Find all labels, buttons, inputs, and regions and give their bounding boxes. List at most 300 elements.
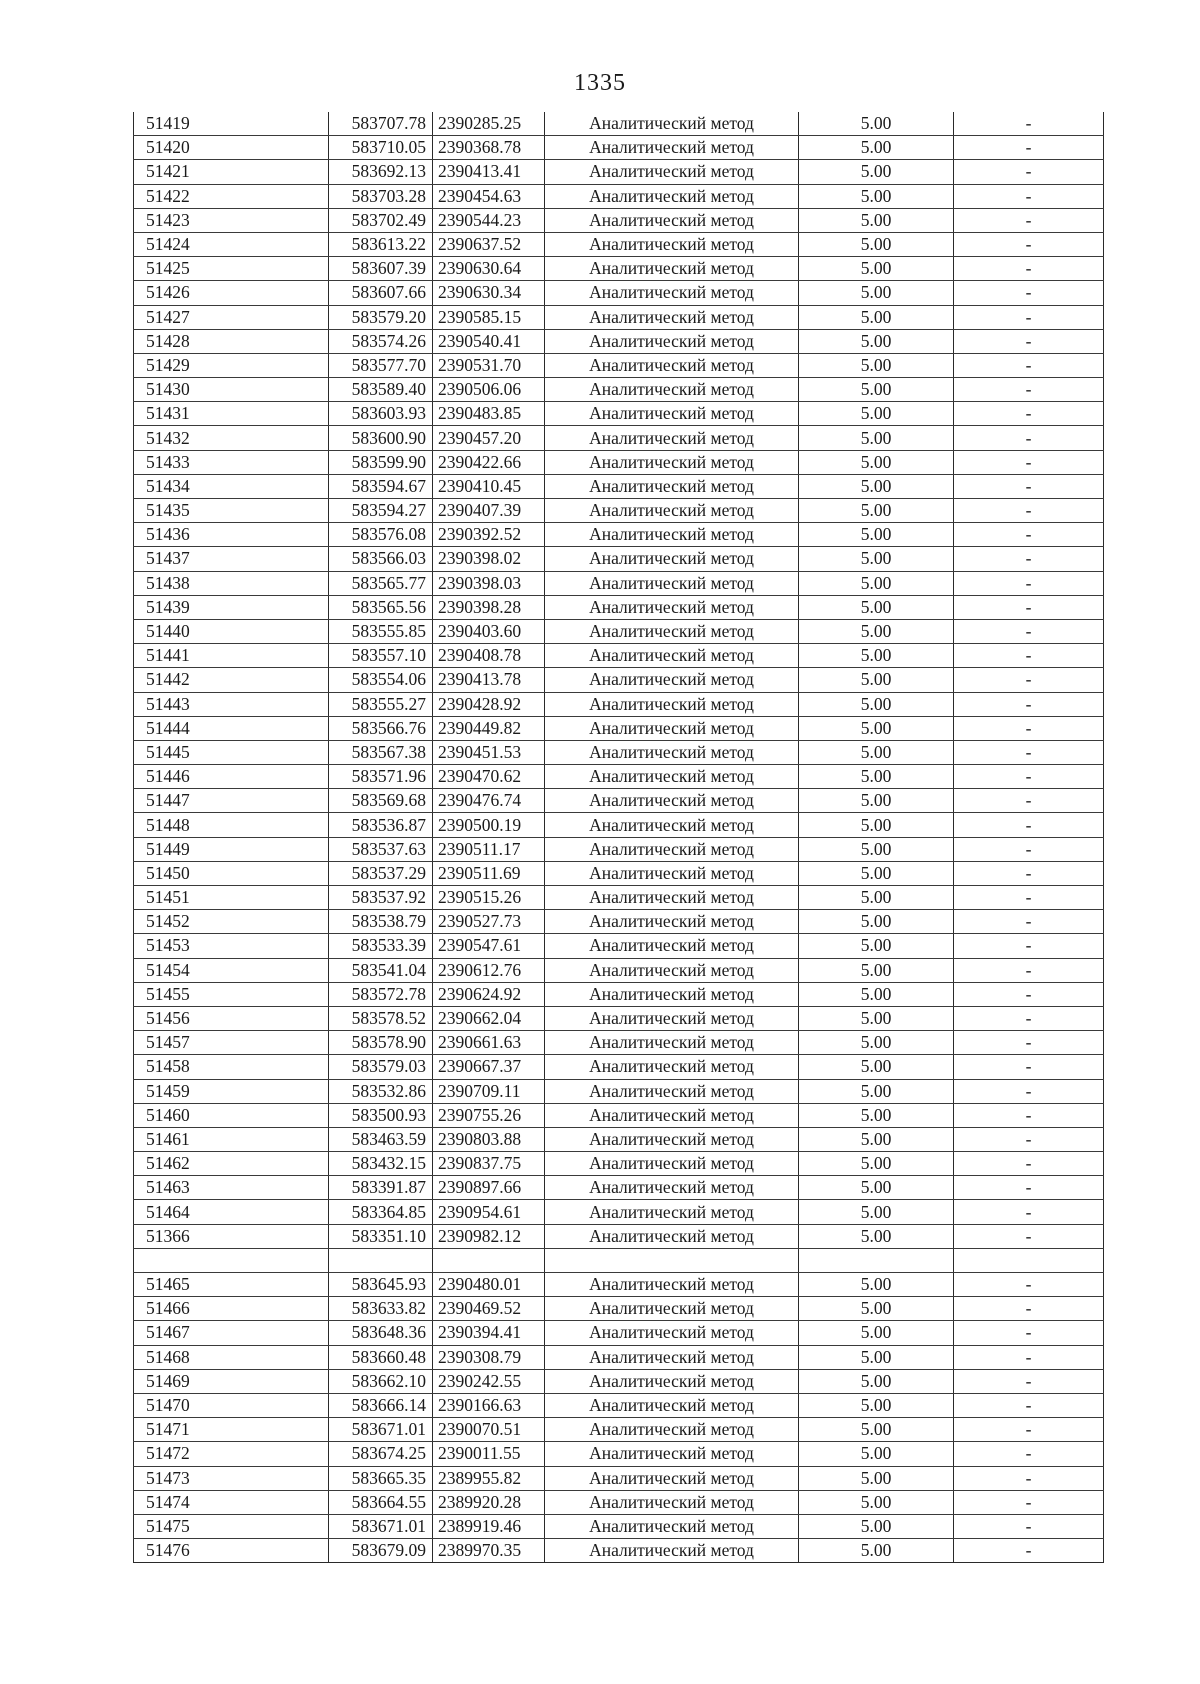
x-coordinate-cell: 583579.20 xyxy=(329,305,433,329)
y-coordinate-cell: 2390755.26 xyxy=(433,1103,545,1127)
note-cell: - xyxy=(954,160,1104,184)
note-cell: - xyxy=(954,1006,1104,1030)
method-cell: Аналитический метод xyxy=(545,595,799,619)
table-row xyxy=(134,232,1104,256)
accuracy-value-cell: 5.00 xyxy=(799,1152,954,1176)
method-cell: Аналитический метод xyxy=(545,1466,799,1490)
y-coordinate-cell: 2390897.66 xyxy=(433,1176,545,1200)
y-coordinate-cell: 2390394.41 xyxy=(433,1321,545,1345)
note-cell: - xyxy=(954,765,1104,789)
table-row xyxy=(134,474,1104,498)
x-coordinate-cell: 583532.86 xyxy=(329,1079,433,1103)
x-coordinate-cell: 583463.59 xyxy=(329,1127,433,1151)
note-cell: - xyxy=(954,305,1104,329)
method-cell: Аналитический метод xyxy=(545,1539,799,1563)
note-cell: - xyxy=(954,1393,1104,1417)
x-coordinate-cell: 583599.90 xyxy=(329,450,433,474)
x-coordinate-cell: 583594.67 xyxy=(329,474,433,498)
method-cell: Аналитический метод xyxy=(545,982,799,1006)
accuracy-value-cell: 5.00 xyxy=(799,1514,954,1538)
table-row xyxy=(134,305,1104,329)
x-coordinate-cell: 583707.78 xyxy=(329,112,433,136)
point-id-cell: 51450 xyxy=(134,861,329,885)
point-id-cell: 51437 xyxy=(134,547,329,571)
accuracy-value-cell: 5.00 xyxy=(799,1273,954,1297)
table-row xyxy=(134,837,1104,861)
note-cell: - xyxy=(954,112,1104,136)
method-cell: Аналитический метод xyxy=(545,474,799,498)
table-row xyxy=(134,208,1104,232)
table-row xyxy=(134,402,1104,426)
point-id-cell: 51428 xyxy=(134,329,329,353)
point-id-cell: 51474 xyxy=(134,1490,329,1514)
y-coordinate-cell: 2390070.51 xyxy=(433,1418,545,1442)
accuracy-value-cell: 5.00 xyxy=(799,547,954,571)
x-coordinate-cell: 583648.36 xyxy=(329,1321,433,1345)
point-id-cell: 51444 xyxy=(134,716,329,740)
accuracy-value-cell: 5.00 xyxy=(799,426,954,450)
accuracy-value-cell: 5.00 xyxy=(799,1539,954,1563)
x-coordinate-cell: 583607.66 xyxy=(329,281,433,305)
accuracy-value-cell: 5.00 xyxy=(799,1127,954,1151)
table-row xyxy=(134,1031,1104,1055)
y-coordinate-cell: 2390480.01 xyxy=(433,1273,545,1297)
accuracy-value-cell: 5.00 xyxy=(799,353,954,377)
note-cell: - xyxy=(954,1514,1104,1538)
note-cell: - xyxy=(954,619,1104,643)
x-coordinate-cell: 583666.14 xyxy=(329,1393,433,1417)
method-cell: Аналитический метод xyxy=(545,378,799,402)
x-coordinate-cell: 583557.10 xyxy=(329,644,433,668)
point-id-cell: 51427 xyxy=(134,305,329,329)
method-cell: Аналитический метод xyxy=(545,1006,799,1030)
x-coordinate-cell: 583555.27 xyxy=(329,692,433,716)
y-coordinate-cell: 2390803.88 xyxy=(433,1127,545,1151)
note-cell: - xyxy=(954,982,1104,1006)
accuracy-value-cell: 5.00 xyxy=(799,740,954,764)
method-cell: Аналитический метод xyxy=(545,136,799,160)
point-id-cell: 51438 xyxy=(134,571,329,595)
y-coordinate-cell: 2390242.55 xyxy=(433,1369,545,1393)
accuracy-value-cell: 5.00 xyxy=(799,378,954,402)
y-coordinate-cell: 2390982.12 xyxy=(433,1224,545,1248)
note-cell: - xyxy=(954,450,1104,474)
point-id-cell: 51461 xyxy=(134,1127,329,1151)
point-id-cell: 51473 xyxy=(134,1466,329,1490)
point-id-cell: 51453 xyxy=(134,934,329,958)
x-coordinate-cell: 583671.01 xyxy=(329,1418,433,1442)
table-row xyxy=(134,1539,1104,1563)
method-cell: Аналитический метод xyxy=(545,765,799,789)
accuracy-value-cell: 5.00 xyxy=(799,1418,954,1442)
note-cell: - xyxy=(954,910,1104,934)
table-row xyxy=(134,1176,1104,1200)
y-coordinate-cell xyxy=(433,1248,545,1272)
point-id-cell: 51475 xyxy=(134,1514,329,1538)
y-coordinate-cell: 2390413.78 xyxy=(433,668,545,692)
note-cell: - xyxy=(954,232,1104,256)
point-id-cell: 51476 xyxy=(134,1539,329,1563)
method-cell: Аналитический метод xyxy=(545,740,799,764)
y-coordinate-cell: 2390398.02 xyxy=(433,547,545,571)
x-coordinate-cell: 583600.90 xyxy=(329,426,433,450)
y-coordinate-cell: 2390392.52 xyxy=(433,523,545,547)
method-cell: Аналитический метод xyxy=(545,184,799,208)
note-cell: - xyxy=(954,644,1104,668)
point-id-cell: 51425 xyxy=(134,257,329,281)
note-cell: - xyxy=(954,813,1104,837)
table-row xyxy=(134,523,1104,547)
point-id-cell: 51454 xyxy=(134,958,329,982)
note-cell: - xyxy=(954,1127,1104,1151)
note-cell: - xyxy=(954,716,1104,740)
accuracy-value-cell: 5.00 xyxy=(799,837,954,861)
y-coordinate-cell: 2390612.76 xyxy=(433,958,545,982)
method-cell: Аналитический метод xyxy=(545,813,799,837)
note-cell: - xyxy=(954,1273,1104,1297)
note-cell: - xyxy=(954,1418,1104,1442)
accuracy-value-cell: 5.00 xyxy=(799,716,954,740)
x-coordinate-cell: 583566.76 xyxy=(329,716,433,740)
table-row xyxy=(134,1297,1104,1321)
x-coordinate-cell: 583565.77 xyxy=(329,571,433,595)
x-coordinate-cell: 583537.92 xyxy=(329,886,433,910)
method-cell: Аналитический метод xyxy=(545,499,799,523)
method-cell: Аналитический метод xyxy=(545,232,799,256)
x-coordinate-cell: 583537.29 xyxy=(329,861,433,885)
y-coordinate-cell: 2390410.45 xyxy=(433,474,545,498)
point-id-cell: 51460 xyxy=(134,1103,329,1127)
point-id-cell: 51429 xyxy=(134,353,329,377)
accuracy-value-cell: 5.00 xyxy=(799,644,954,668)
point-id-cell: 51434 xyxy=(134,474,329,498)
table-row xyxy=(134,378,1104,402)
note-cell: - xyxy=(954,595,1104,619)
x-coordinate-cell: 583555.85 xyxy=(329,619,433,643)
note-cell: - xyxy=(954,740,1104,764)
point-id-cell: 51436 xyxy=(134,523,329,547)
coordinates-table-container xyxy=(133,112,1103,1563)
table-row xyxy=(134,1200,1104,1224)
accuracy-value-cell: 5.00 xyxy=(799,1079,954,1103)
accuracy-value-cell: 5.00 xyxy=(799,1297,954,1321)
x-coordinate-cell: 583645.93 xyxy=(329,1273,433,1297)
method-cell: Аналитический метод xyxy=(545,305,799,329)
method-cell: Аналитический метод xyxy=(545,547,799,571)
note-cell: - xyxy=(954,789,1104,813)
note-cell: - xyxy=(954,474,1104,498)
table-row xyxy=(134,644,1104,668)
table-row xyxy=(134,450,1104,474)
point-id-cell: 51452 xyxy=(134,910,329,934)
note-cell: - xyxy=(954,523,1104,547)
table-row xyxy=(134,353,1104,377)
point-id-cell: 51446 xyxy=(134,765,329,789)
method-cell: Аналитический метод xyxy=(545,1345,799,1369)
y-coordinate-cell: 2390544.23 xyxy=(433,208,545,232)
method-cell: Аналитический метод xyxy=(545,281,799,305)
accuracy-value-cell: 5.00 xyxy=(799,1103,954,1127)
point-id-cell: 51422 xyxy=(134,184,329,208)
y-coordinate-cell: 2390285.25 xyxy=(433,112,545,136)
x-coordinate-cell: 583577.70 xyxy=(329,353,433,377)
method-cell: Аналитический метод xyxy=(545,208,799,232)
method-cell xyxy=(545,1248,799,1272)
accuracy-value-cell: 5.00 xyxy=(799,668,954,692)
accuracy-value-cell: 5.00 xyxy=(799,1466,954,1490)
point-id-cell: 51430 xyxy=(134,378,329,402)
point-id-cell: 51432 xyxy=(134,426,329,450)
y-coordinate-cell: 2390506.06 xyxy=(433,378,545,402)
accuracy-value-cell: 5.00 xyxy=(799,160,954,184)
y-coordinate-cell: 2390469.52 xyxy=(433,1297,545,1321)
x-coordinate-cell: 583554.06 xyxy=(329,668,433,692)
table-row xyxy=(134,571,1104,595)
x-coordinate-cell: 583664.55 xyxy=(329,1490,433,1514)
x-coordinate-cell: 583679.09 xyxy=(329,1539,433,1563)
accuracy-value-cell xyxy=(799,1248,954,1272)
accuracy-value-cell: 5.00 xyxy=(799,765,954,789)
y-coordinate-cell: 2390624.92 xyxy=(433,982,545,1006)
note-cell: - xyxy=(954,1152,1104,1176)
note-cell: - xyxy=(954,571,1104,595)
accuracy-value-cell: 5.00 xyxy=(799,305,954,329)
method-cell: Аналитический метод xyxy=(545,353,799,377)
y-coordinate-cell: 2390515.26 xyxy=(433,886,545,910)
y-coordinate-cell: 2390454.63 xyxy=(433,184,545,208)
accuracy-value-cell: 5.00 xyxy=(799,1031,954,1055)
point-id-cell: 51439 xyxy=(134,595,329,619)
accuracy-value-cell: 5.00 xyxy=(799,1442,954,1466)
note-cell: - xyxy=(954,1031,1104,1055)
x-coordinate-cell: 583571.96 xyxy=(329,765,433,789)
x-coordinate-cell: 583674.25 xyxy=(329,1442,433,1466)
table-row xyxy=(134,1103,1104,1127)
note-cell: - xyxy=(954,499,1104,523)
y-coordinate-cell: 2389955.82 xyxy=(433,1466,545,1490)
x-coordinate-cell: 583710.05 xyxy=(329,136,433,160)
note-cell: - xyxy=(954,1442,1104,1466)
y-coordinate-cell: 2390585.15 xyxy=(433,305,545,329)
table-row xyxy=(134,426,1104,450)
table-row xyxy=(134,112,1104,136)
point-id-cell: 51455 xyxy=(134,982,329,1006)
table-row xyxy=(134,1514,1104,1538)
point-id-cell: 51443 xyxy=(134,692,329,716)
point-id-cell: 51465 xyxy=(134,1273,329,1297)
table-row xyxy=(134,716,1104,740)
table-row xyxy=(134,281,1104,305)
x-coordinate-cell: 583391.87 xyxy=(329,1176,433,1200)
y-coordinate-cell: 2390954.61 xyxy=(433,1200,545,1224)
x-coordinate-cell: 583662.10 xyxy=(329,1369,433,1393)
method-cell: Аналитический метод xyxy=(545,934,799,958)
table-body xyxy=(134,112,1104,1563)
accuracy-value-cell: 5.00 xyxy=(799,1200,954,1224)
point-id-cell: 51467 xyxy=(134,1321,329,1345)
x-coordinate-cell: 583703.28 xyxy=(329,184,433,208)
x-coordinate-cell: 583541.04 xyxy=(329,958,433,982)
method-cell: Аналитический метод xyxy=(545,1152,799,1176)
x-coordinate-cell: 583569.68 xyxy=(329,789,433,813)
y-coordinate-cell: 2390403.60 xyxy=(433,619,545,643)
accuracy-value-cell: 5.00 xyxy=(799,208,954,232)
y-coordinate-cell: 2390407.39 xyxy=(433,499,545,523)
x-coordinate-cell: 583594.27 xyxy=(329,499,433,523)
table-row xyxy=(134,813,1104,837)
point-id-cell: 51440 xyxy=(134,619,329,643)
y-coordinate-cell: 2390011.55 xyxy=(433,1442,545,1466)
point-id-cell: 51419 xyxy=(134,112,329,136)
point-id-cell: 51445 xyxy=(134,740,329,764)
y-coordinate-cell: 2390837.75 xyxy=(433,1152,545,1176)
table-row xyxy=(134,765,1104,789)
method-cell: Аналитический метод xyxy=(545,910,799,934)
point-id-cell: 51424 xyxy=(134,232,329,256)
point-id-cell: 51457 xyxy=(134,1031,329,1055)
method-cell: Аналитический метод xyxy=(545,1103,799,1127)
accuracy-value-cell: 5.00 xyxy=(799,402,954,426)
coordinates-table xyxy=(133,112,1104,1563)
y-coordinate-cell: 2390709.11 xyxy=(433,1079,545,1103)
note-cell: - xyxy=(954,1345,1104,1369)
accuracy-value-cell: 5.00 xyxy=(799,1369,954,1393)
method-cell: Аналитический метод xyxy=(545,861,799,885)
table-row xyxy=(134,886,1104,910)
table-row xyxy=(134,789,1104,813)
table-row xyxy=(134,1127,1104,1151)
y-coordinate-cell: 2390166.63 xyxy=(433,1393,545,1417)
y-coordinate-cell: 2390661.63 xyxy=(433,1031,545,1055)
x-coordinate-cell: 583566.03 xyxy=(329,547,433,571)
accuracy-value-cell: 5.00 xyxy=(799,982,954,1006)
note-cell: - xyxy=(954,1466,1104,1490)
accuracy-value-cell: 5.00 xyxy=(799,910,954,934)
note-cell: - xyxy=(954,886,1104,910)
table-row xyxy=(134,1055,1104,1079)
y-coordinate-cell: 2390630.34 xyxy=(433,281,545,305)
accuracy-value-cell: 5.00 xyxy=(799,1055,954,1079)
x-coordinate-cell: 583613.22 xyxy=(329,232,433,256)
method-cell: Аналитический метод xyxy=(545,1321,799,1345)
accuracy-value-cell: 5.00 xyxy=(799,1006,954,1030)
x-coordinate-cell: 583574.26 xyxy=(329,329,433,353)
point-id-cell: 51472 xyxy=(134,1442,329,1466)
table-row xyxy=(134,1393,1104,1417)
x-coordinate-cell: 583671.01 xyxy=(329,1514,433,1538)
y-coordinate-cell: 2390457.20 xyxy=(433,426,545,450)
method-cell: Аналитический метод xyxy=(545,402,799,426)
method-cell: Аналитический метод xyxy=(545,692,799,716)
x-coordinate-cell: 583660.48 xyxy=(329,1345,433,1369)
point-id-cell: 51448 xyxy=(134,813,329,837)
method-cell: Аналитический метод xyxy=(545,886,799,910)
x-coordinate-cell: 583565.56 xyxy=(329,595,433,619)
note-cell: - xyxy=(954,208,1104,232)
table-row xyxy=(134,861,1104,885)
method-cell: Аналитический метод xyxy=(545,1442,799,1466)
y-coordinate-cell: 2390527.73 xyxy=(433,910,545,934)
x-coordinate-cell: 583576.08 xyxy=(329,523,433,547)
method-cell: Аналитический метод xyxy=(545,1514,799,1538)
method-cell: Аналитический метод xyxy=(545,1224,799,1248)
y-coordinate-cell: 2390630.64 xyxy=(433,257,545,281)
table-row xyxy=(134,1152,1104,1176)
x-coordinate-cell: 583702.49 xyxy=(329,208,433,232)
y-coordinate-cell: 2390511.17 xyxy=(433,837,545,861)
table-row xyxy=(134,595,1104,619)
point-id-cell: 51462 xyxy=(134,1152,329,1176)
y-coordinate-cell: 2389919.46 xyxy=(433,1514,545,1538)
point-id-cell: 51470 xyxy=(134,1393,329,1417)
method-cell: Аналитический метод xyxy=(545,1176,799,1200)
table-row xyxy=(134,499,1104,523)
accuracy-value-cell: 5.00 xyxy=(799,861,954,885)
x-coordinate-cell: 583536.87 xyxy=(329,813,433,837)
method-cell: Аналитический метод xyxy=(545,426,799,450)
method-cell: Аналитический метод xyxy=(545,1393,799,1417)
x-coordinate-cell: 583538.79 xyxy=(329,910,433,934)
table-row xyxy=(134,692,1104,716)
point-id-cell: 51451 xyxy=(134,886,329,910)
table-row xyxy=(134,160,1104,184)
method-cell: Аналитический метод xyxy=(545,523,799,547)
x-coordinate-cell: 583567.38 xyxy=(329,740,433,764)
y-coordinate-cell: 2390308.79 xyxy=(433,1345,545,1369)
method-cell: Аналитический метод xyxy=(545,1031,799,1055)
x-coordinate-cell: 583633.82 xyxy=(329,1297,433,1321)
note-cell: - xyxy=(954,353,1104,377)
accuracy-value-cell: 5.00 xyxy=(799,958,954,982)
x-coordinate-cell: 583351.10 xyxy=(329,1224,433,1248)
method-cell: Аналитический метод xyxy=(545,160,799,184)
note-cell: - xyxy=(954,958,1104,982)
x-coordinate-cell: 583603.93 xyxy=(329,402,433,426)
point-id-cell: 51459 xyxy=(134,1079,329,1103)
note-cell: - xyxy=(954,1079,1104,1103)
note-cell: - xyxy=(954,861,1104,885)
accuracy-value-cell: 5.00 xyxy=(799,136,954,160)
x-coordinate-cell: 583692.13 xyxy=(329,160,433,184)
accuracy-value-cell: 5.00 xyxy=(799,595,954,619)
accuracy-value-cell: 5.00 xyxy=(799,1345,954,1369)
page-number: 1335 xyxy=(574,70,626,96)
note-cell: - xyxy=(954,136,1104,160)
table-row xyxy=(134,257,1104,281)
note-cell: - xyxy=(954,1321,1104,1345)
y-coordinate-cell: 2390398.03 xyxy=(433,571,545,595)
table-row xyxy=(134,1224,1104,1248)
x-coordinate-cell: 583665.35 xyxy=(329,1466,433,1490)
y-coordinate-cell: 2390428.92 xyxy=(433,692,545,716)
accuracy-value-cell: 5.00 xyxy=(799,1490,954,1514)
point-id-cell: 51426 xyxy=(134,281,329,305)
note-cell: - xyxy=(954,184,1104,208)
table-row xyxy=(134,740,1104,764)
table-row xyxy=(134,1248,1104,1272)
y-coordinate-cell: 2390540.41 xyxy=(433,329,545,353)
point-id-cell: 51366 xyxy=(134,1224,329,1248)
note-cell: - xyxy=(954,1369,1104,1393)
note-cell: - xyxy=(954,1490,1104,1514)
y-coordinate-cell: 2390368.78 xyxy=(433,136,545,160)
accuracy-value-cell: 5.00 xyxy=(799,571,954,595)
x-coordinate-cell: 583578.90 xyxy=(329,1031,433,1055)
accuracy-value-cell: 5.00 xyxy=(799,112,954,136)
table-row xyxy=(134,547,1104,571)
y-coordinate-cell: 2390662.04 xyxy=(433,1006,545,1030)
point-id-cell: 51435 xyxy=(134,499,329,523)
